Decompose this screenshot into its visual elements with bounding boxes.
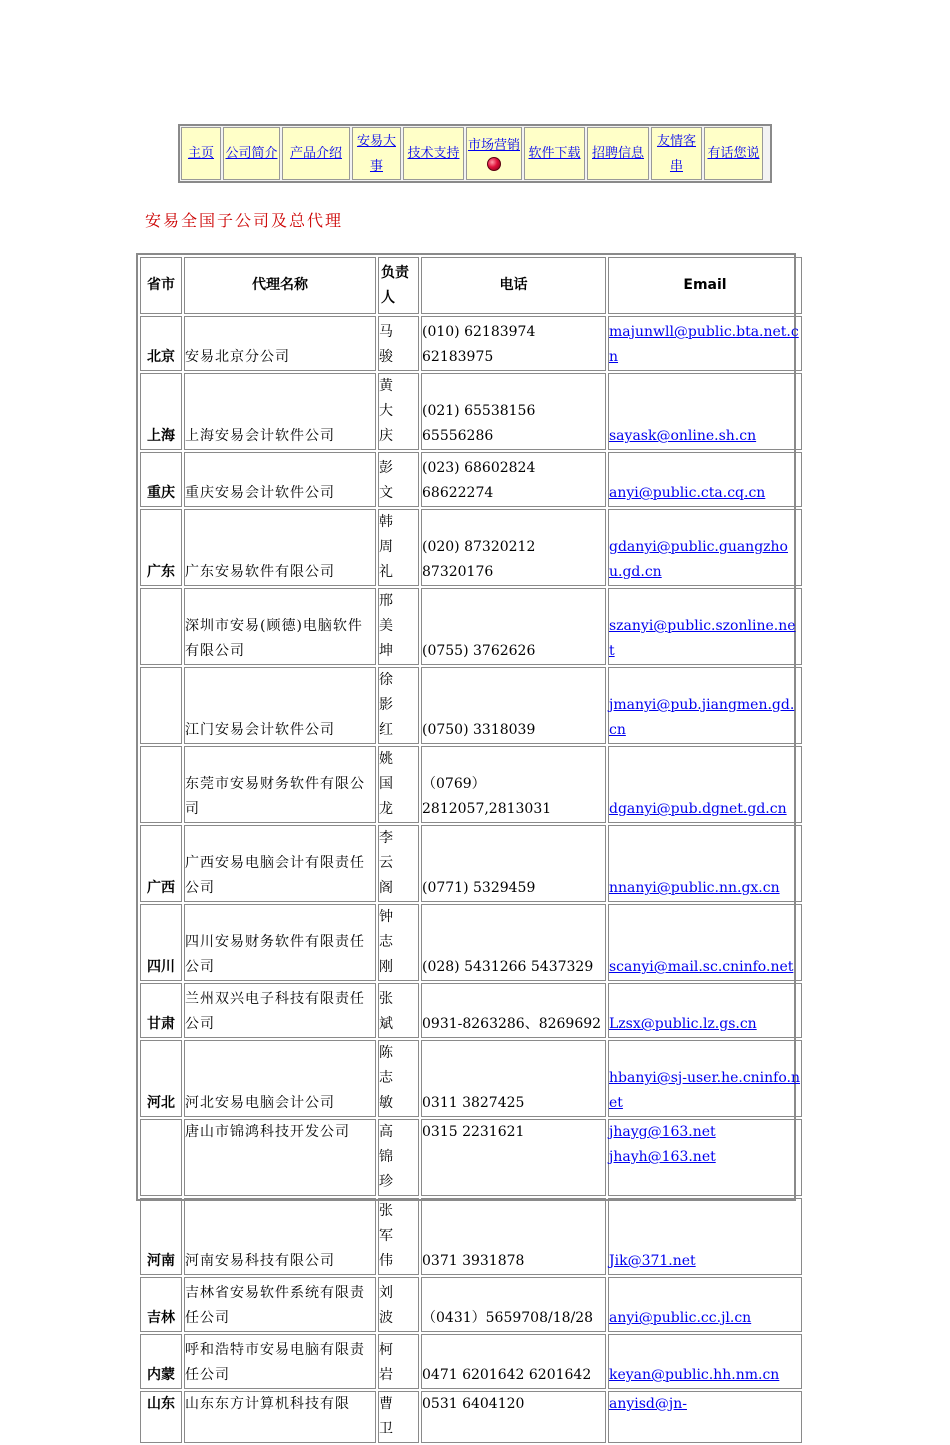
cell-person: 张斌 [378, 983, 419, 1038]
cell-email [608, 1119, 802, 1196]
cell-phone: (010) 62183974 62183975 [421, 316, 606, 371]
cell-agent-name: 呼和浩特市安易电脑有限责任公司 [184, 1334, 376, 1389]
table-header-row [140, 257, 802, 314]
top-nav-bar [178, 124, 772, 183]
cell-email [608, 373, 802, 450]
header-phone: 电话 [421, 257, 606, 314]
nav-item-6[interactable] [524, 127, 585, 180]
cell-email [608, 1277, 802, 1332]
table-row [140, 983, 802, 1038]
table-row [140, 667, 802, 744]
header-province: 省市 [140, 257, 182, 314]
nav-item-1[interactable] [223, 127, 280, 180]
cell-email [608, 904, 802, 981]
cell-phone: 0311 3827425 [421, 1040, 606, 1117]
email-link[interactable]: anyi@public.cta.cq.cn [609, 485, 766, 501]
cell-province: 四川 [140, 904, 182, 981]
cell-province: 吉林 [140, 1277, 182, 1332]
cell-person: 曹卫 [378, 1391, 419, 1443]
table-row [140, 452, 802, 507]
table-row [140, 1277, 802, 1332]
table-row [140, 373, 802, 450]
email-link[interactable]: jhayg@163.net [609, 1124, 716, 1140]
table-row [140, 1119, 802, 1196]
cell-email [608, 452, 802, 507]
cell-email [608, 746, 802, 823]
nav-item-label: 安易大事 [356, 133, 396, 174]
cell-email [608, 509, 802, 586]
cell-agent-name: 河北安易电脑会计公司 [184, 1040, 376, 1117]
cell-agent-name: 山东东方计算机科技有限 [184, 1391, 376, 1443]
red-ball-icon [487, 157, 501, 171]
header-email: Email [608, 257, 802, 314]
table-row [140, 1334, 802, 1389]
cell-province: 重庆 [140, 452, 182, 507]
cell-agent-name: 广东安易软件有限公司 [184, 509, 376, 586]
cell-province [140, 1119, 182, 1196]
cell-email [608, 1391, 802, 1443]
header-name: 代理名称 [184, 257, 376, 314]
table-row [140, 1040, 802, 1117]
cell-person: 黄大庆 [378, 373, 419, 450]
cell-person: 邢美坤 [378, 588, 419, 665]
cell-agent-name: 深圳市安易(顾德)电脑软件有限公司 [184, 588, 376, 665]
page-heading: 安易全国子公司及总代理 [145, 211, 344, 230]
table-row [140, 316, 802, 371]
email-link[interactable]: keyan@public.hh.nm.cn [609, 1367, 780, 1383]
cell-email [608, 1334, 802, 1389]
email-link[interactable]: jhayh@163.net [609, 1149, 716, 1165]
header-person: 负责人 [378, 257, 419, 314]
cell-email [608, 316, 802, 371]
cell-province: 甘肃 [140, 983, 182, 1038]
nav-item-label: 技术支持 [407, 146, 460, 161]
nav-item-8[interactable] [651, 127, 702, 180]
cell-phone: (028) 5431266 5437329 [421, 904, 606, 981]
table-row [140, 904, 802, 981]
cell-province: 广东 [140, 509, 182, 586]
nav-item-5[interactable] [466, 127, 522, 180]
cell-person: 姚国龙 [378, 746, 419, 823]
cell-agent-name: 四川安易财务软件有限责任公司 [184, 904, 376, 981]
cell-email [608, 667, 802, 744]
email-link[interactable]: gdanyi@public.guangzhou.gd.cn [609, 539, 788, 580]
email-link[interactable]: jmanyi@pub.jiangmen.gd.cn [609, 697, 795, 738]
nav-item-2[interactable] [282, 127, 350, 180]
cell-agent-name: 安易北京分公司 [184, 316, 376, 371]
nav-item-0[interactable] [181, 127, 221, 180]
cell-province: 上海 [140, 373, 182, 450]
cell-email [608, 825, 802, 902]
cell-phone: (021) 65538156 65556286 [421, 373, 606, 450]
cell-person: 李云阁 [378, 825, 419, 902]
email-link[interactable]: anyi@public.cc.jl.cn [609, 1310, 752, 1326]
cell-phone: (020) 87320212 87320176 [421, 509, 606, 586]
cell-agent-name: 上海安易会计软件公司 [184, 373, 376, 450]
cell-agent-name: 兰州双兴电子科技有限责任公司 [184, 983, 376, 1038]
cell-phone: 0315 2231621 [421, 1119, 606, 1196]
email-link[interactable]: scanyi@mail.sc.cninfo.net [609, 959, 794, 975]
email-link[interactable]: Jik@371.net [609, 1253, 696, 1269]
table-row [140, 509, 802, 586]
email-link[interactable]: szanyi@public.szonline.net [609, 618, 796, 659]
agent-table [138, 255, 804, 1445]
nav-item-label: 产品介绍 [289, 146, 342, 161]
cell-province [140, 667, 182, 744]
email-link[interactable]: Lzsx@public.lz.gs.cn [609, 1016, 757, 1032]
cell-province: 山东 [140, 1391, 182, 1443]
cell-agent-name: 江门安易会计软件公司 [184, 667, 376, 744]
cell-agent-name: 广西安易电脑会计有限责任公司 [184, 825, 376, 902]
email-link[interactable]: dganyi@pub.dgnet.gd.cn [609, 801, 787, 817]
cell-person: 彭文 [378, 452, 419, 507]
cell-province: 广西 [140, 825, 182, 902]
cell-phone: 0531 6404120 [421, 1391, 606, 1443]
table-row [140, 1391, 802, 1443]
cell-province: 河北 [140, 1040, 182, 1117]
cell-person: 徐影红 [378, 667, 419, 744]
cell-phone: (0771) 5329459 [421, 825, 606, 902]
cell-person: 马骏 [378, 316, 419, 371]
cell-agent-name: 东莞市安易财务软件有限公司 [184, 746, 376, 823]
cell-phone: （0769）2812057,2813031 [421, 746, 606, 823]
nav-item-7[interactable] [587, 127, 649, 180]
nav-item-4[interactable] [403, 127, 464, 180]
cell-province: 河南 [140, 1198, 182, 1275]
cell-agent-name: 河南安易科技有限公司 [184, 1198, 376, 1275]
cell-person: 高锦珍 [378, 1119, 419, 1196]
cell-province: 北京 [140, 316, 182, 371]
cell-email [608, 983, 802, 1038]
table-row [140, 588, 802, 665]
cell-email [608, 1198, 802, 1275]
cell-person: 刘波 [378, 1277, 419, 1332]
nav-item-9[interactable] [704, 127, 763, 180]
cell-province [140, 588, 182, 665]
cell-person: 陈志敏 [378, 1040, 419, 1117]
nav-item-label: 友情客串 [656, 133, 696, 174]
cell-province [140, 746, 182, 823]
nav-item-label: 有话您说 [707, 146, 760, 161]
cell-person: 柯岩 [378, 1334, 419, 1389]
nav-item-label: 主页 [187, 146, 214, 161]
nav-item-label: 招聘信息 [591, 146, 644, 161]
cell-email [608, 1040, 802, 1117]
cell-phone: (0750) 3318039 [421, 667, 606, 744]
cell-phone: 0471 6201642 6201642 [421, 1334, 606, 1389]
table-row [140, 1198, 802, 1275]
nav-item-stack [468, 137, 520, 171]
cell-email [608, 588, 802, 665]
email-link[interactable]: hbanyi@sj-user.he.cninfo.net [609, 1070, 801, 1111]
cell-phone: (0755) 3762626 [421, 588, 606, 665]
email-link[interactable]: sayask@online.sh.cn [609, 428, 757, 444]
table-row [140, 746, 802, 823]
cell-person: 钟志刚 [378, 904, 419, 981]
cell-province: 内蒙 [140, 1334, 182, 1389]
email-link[interactable]: majunwll@public.bta.net.cn [609, 324, 799, 365]
cell-person: 韩周礼 [378, 509, 419, 586]
email-link[interactable]: anyisd@jn- [609, 1396, 687, 1412]
nav-item-label: 公司简介 [225, 146, 278, 161]
nav-item-label: 软件下载 [528, 146, 581, 161]
nav-item-label: 市场营销 [467, 137, 520, 153]
cell-phone: 0931-8263286、8269692 [421, 983, 606, 1038]
email-link[interactable]: nnanyi@public.nn.gx.cn [609, 880, 780, 896]
cell-phone: (023) 68602824 68622274 [421, 452, 606, 507]
cell-phone: 0371 3931878 [421, 1198, 606, 1275]
table-row [140, 825, 802, 902]
cell-phone: （0431）5659708/18/28 [421, 1277, 606, 1332]
cell-agent-name: 唐山市锦鸿科技开发公司 [184, 1119, 376, 1196]
nav-item-3[interactable] [352, 127, 401, 180]
agent-table-wrapper [136, 253, 801, 1437]
cell-person: 张军伟 [378, 1198, 419, 1275]
cell-agent-name: 重庆安易会计软件公司 [184, 452, 376, 507]
cell-agent-name: 吉林省安易软件系统有限责任公司 [184, 1277, 376, 1332]
